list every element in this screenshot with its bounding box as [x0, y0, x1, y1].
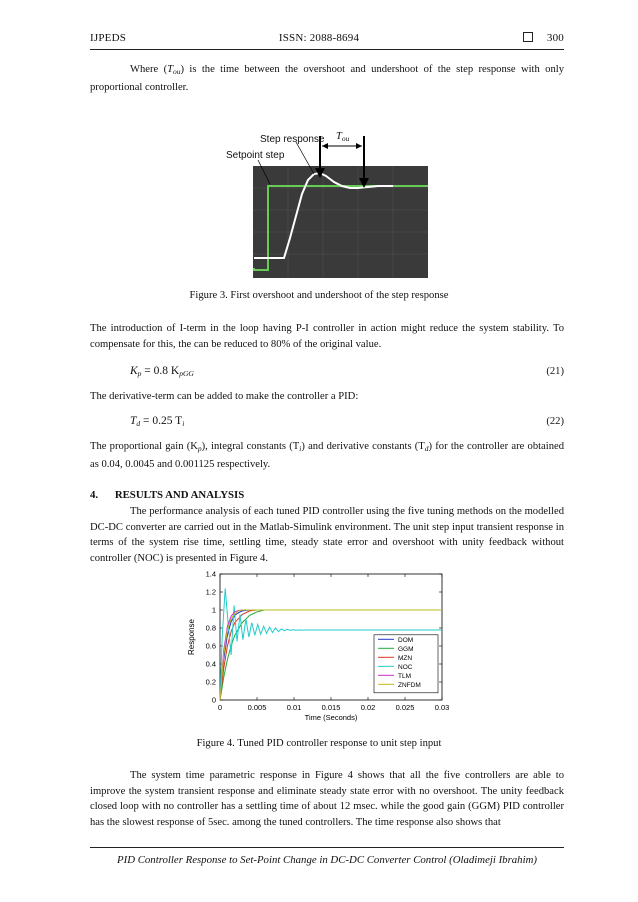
dterm-paragraph: The derivative-term can be added to make the controller a PID: [90, 391, 359, 402]
x-tick-label: 0.01 [286, 703, 302, 712]
legend-label-ggm: GGM [398, 645, 414, 653]
y-tick-label: 1.2 [205, 587, 216, 597]
footer-rule [90, 847, 564, 848]
x-tick-label: 0.03 [434, 703, 450, 712]
x-tick-label: 0.025 [395, 703, 415, 712]
issn: ISSN: 2088-8694 [278, 32, 360, 44]
header-rule [90, 49, 564, 50]
figure4-chart [160, 566, 460, 726]
y-tick-label: 1 [211, 605, 216, 615]
x-axis-label: Time (Seconds) [304, 713, 358, 722]
footer-text: PID Controller Response to Set-Point Change in DC-DC Converter Control (Oladimeji Ibrahim) [117, 854, 537, 866]
figure3-caption: Figure 3. First overshoot and undershoot of the step response [189, 290, 449, 301]
equation-21: $K_p = 0.8$ $K_{pGG}$ [130, 365, 194, 378]
page-number-block [523, 32, 564, 44]
x-tick-label: 0 [217, 703, 223, 712]
tou-arrow-right [356, 143, 362, 149]
x-tick-label: 0.005 [247, 703, 267, 712]
iterm-paragraph: The introduction of I-term in the loop having P-I controller in action might reduce the system stability. To compensate for this, the can be reduced to 80% of the original value. [90, 323, 564, 350]
y-tick-label: 0 [211, 695, 216, 705]
label-tou: $T_{ou}$ [336, 131, 350, 143]
intro-paragraph: Where $(T_{ou})$ is the time between the overshoot and undershoot of the step response with only proportional controller. [90, 64, 564, 93]
x-tick-label: 0.015 [321, 703, 341, 712]
results-paragraph: The performance analysis of each tuned PID controller using the five tuning methods on the modelled DC-DC converter are carried out in the Matlab-Simulink environment. The unit step input transient response in terms of the system rise time, settling time, steady state error and overshoot with unity feedback without controller (NOC) is presented in Figure 4. [90, 506, 564, 564]
section-heading [90, 489, 244, 501]
legend-label-tlm: TLM [398, 672, 411, 680]
journal-name: IJPEDS [90, 32, 127, 44]
legend-label-noc: NOC [398, 663, 413, 671]
y-axis-label: Response [187, 618, 196, 656]
equation-22: $T_d = 0.25$ $T_i$ [130, 415, 185, 428]
page-number: 300 [546, 32, 564, 44]
y-tick-label: 0.8 [205, 623, 216, 633]
scope-background [253, 166, 428, 278]
y-tick-label: 0.4 [205, 659, 216, 669]
label-setpoint-step: Setpoint step [226, 150, 285, 161]
x-tick-label: 0.02 [360, 703, 376, 712]
legend-label-mzn: MZN [398, 654, 413, 662]
y-tick-label: 1.4 [205, 569, 216, 579]
figure3-image [218, 128, 428, 278]
section-number: 4. [90, 489, 99, 501]
y-tick-label: 0.2 [205, 677, 216, 687]
section-title: RESULTS AND ANALYSIS [114, 489, 245, 501]
equation-22-number: (22) [546, 416, 564, 427]
y-tick-label: 0.6 [205, 641, 216, 651]
label-step-response: Step response [260, 134, 325, 145]
legend-label-dom: DOM [398, 636, 414, 644]
legend-label-znfdm: ZNFDM [398, 681, 421, 689]
figure4-caption: Figure 4. Tuned PID controller response to unit step input [196, 738, 442, 749]
analysis-paragraph: The system time parametric response in Figure 4 shows that all the five controllers are able to improve the system transient response and eliminate steady state error with no overshoot. The unity feedback closed loop with no controller has a settling time of about 12 msec. while the good gain (GGM) PID controller has the slowest response of 5sec. among the tuned controllers. The time response also shows that [90, 770, 564, 828]
gains-paragraph: The proportional gain $(K_p)$, integral constants $(T_i)$ and derivative constants $(T_d)$ for the controller are obtained as 0.04, 0.0045 and 0.001125 respectively. [90, 441, 564, 470]
equation-21-number: (21) [546, 366, 564, 377]
chart-legend [374, 635, 438, 693]
checkbox-icon [523, 32, 533, 42]
